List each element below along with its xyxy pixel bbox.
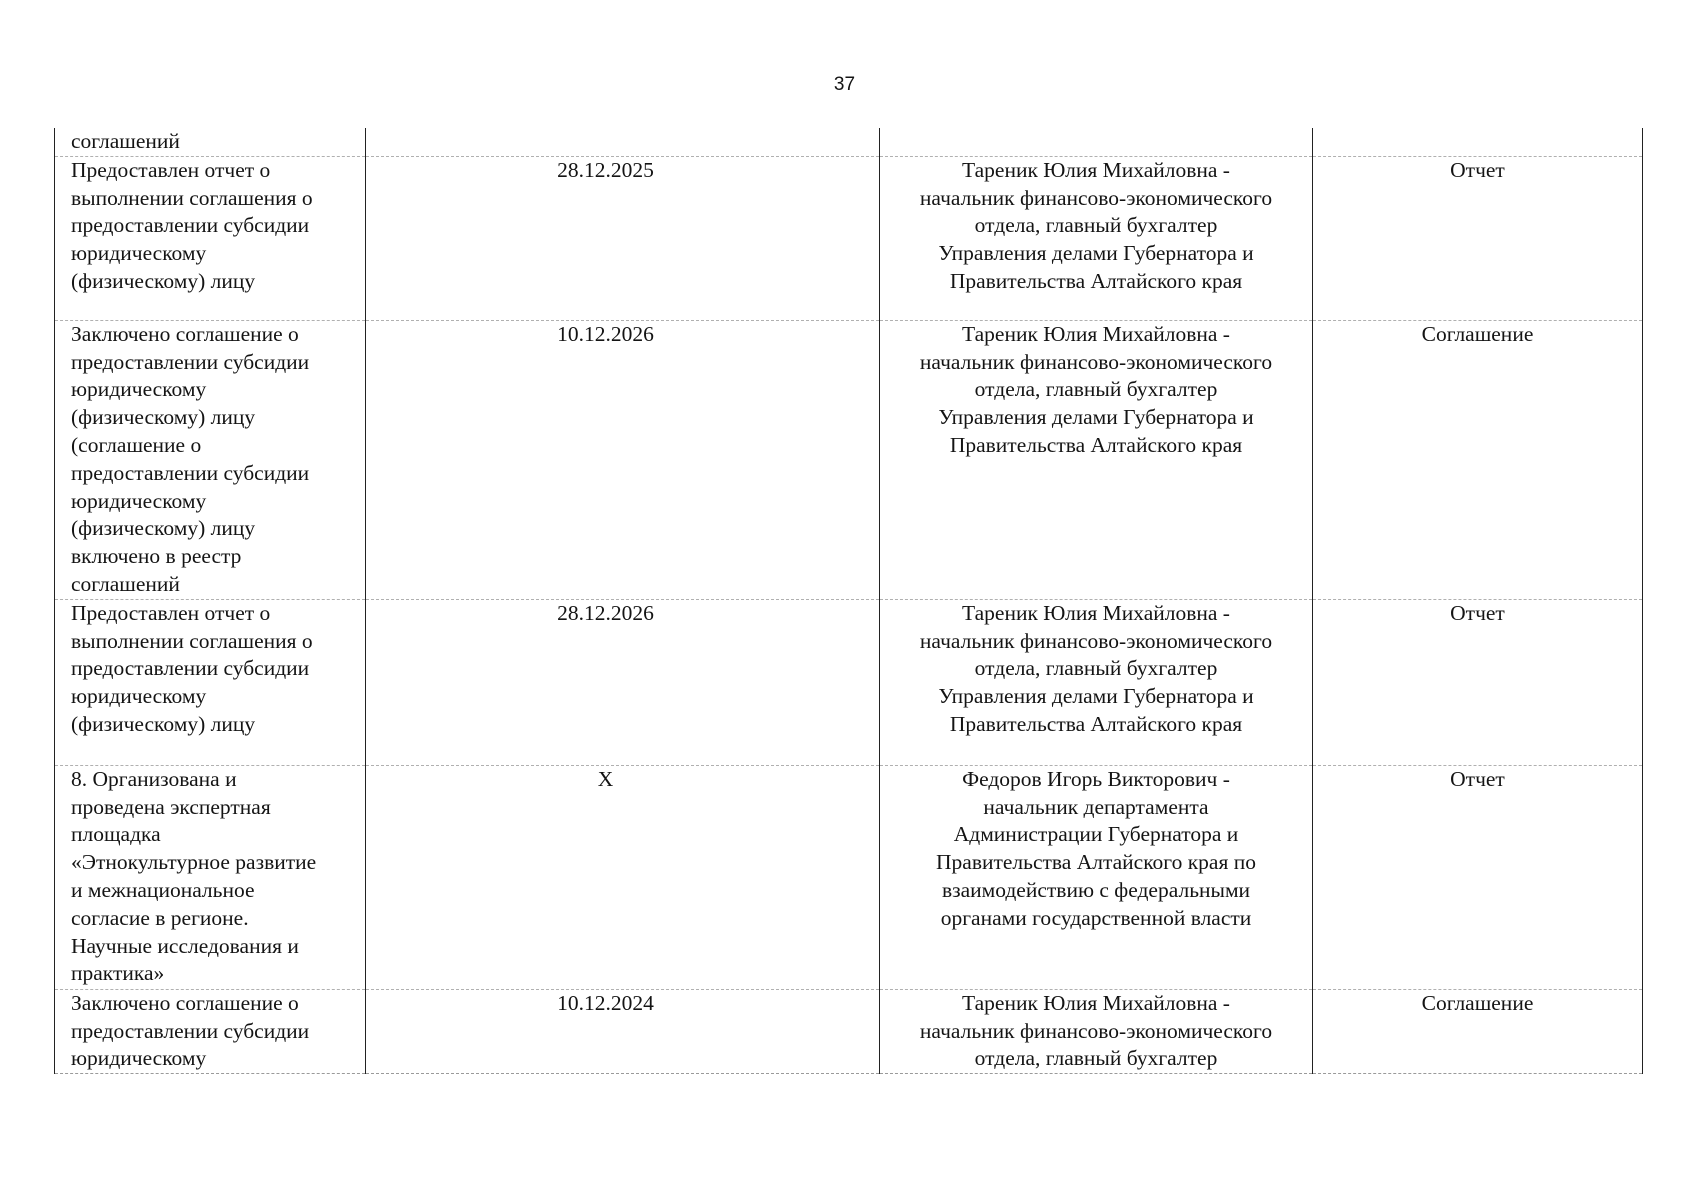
document-cell: Соглашение — [1313, 989, 1643, 1073]
responsible-cell: Тареник Юлия Михайловна - начальник финансово-экономического отдела, главный бухгалтер Управления делами Губернатора и Правительства Алтайского края — [880, 156, 1313, 320]
table-row — [55, 765, 1643, 989]
page-number: 37 — [833, 74, 856, 95]
document-cell: Отчет — [1313, 765, 1643, 989]
table-row — [55, 156, 1643, 320]
date-cell — [366, 128, 880, 156]
event-cell: 8. Организована и проведена экспертная площадка «Этнокультурное развитие и межнациональное согласие в регионе. Научные исследования и практика» — [55, 765, 366, 989]
event-cell: Предоставлен отчет о выполнении соглашения о предоставлении субсидии юридическому (физическому) лицу — [55, 156, 366, 320]
event-cell: Заключено соглашение о предоставлении субсидии юридическому — [55, 989, 366, 1073]
responsible-cell — [880, 128, 1313, 156]
responsible-cell: Тареник Юлия Михайловна - начальник финансово-экономического отдела, главный бухгалтер — [880, 989, 1313, 1073]
document-cell: Соглашение — [1313, 320, 1643, 599]
document-cell — [1313, 128, 1643, 156]
responsible-cell: Федоров Игорь Викторович - начальник департамента Администрации Губернатора и Правительства Алтайского края по взаимодействию с федеральными органами государственной власти — [880, 765, 1313, 989]
date-cell: 28.12.2025 — [366, 156, 880, 320]
date-cell: 10.12.2026 — [366, 320, 880, 599]
activities-table — [54, 128, 1643, 1074]
event-cell: Заключено соглашение о предоставлении субсидии юридическому (физическому) лицу (соглашение о предоставлении субсидии юридическому (физическому) лицу включено в реестр соглашений — [55, 320, 366, 599]
event-cell: соглашений — [55, 128, 366, 156]
date-cell: 10.12.2024 — [366, 989, 880, 1073]
document-cell: Отчет — [1313, 599, 1643, 765]
document-cell: Отчет — [1313, 156, 1643, 320]
responsible-cell: Тареник Юлия Михайловна - начальник финансово-экономического отдела, главный бухгалтер Управления делами Губернатора и Правительства Алтайского края — [880, 599, 1313, 765]
date-cell: 28.12.2026 — [366, 599, 880, 765]
responsible-cell: Тареник Юлия Михайловна - начальник финансово-экономического отдела, главный бухгалтер Управления делами Губернатора и Правительства Алтайского края — [880, 320, 1313, 599]
table-row — [55, 989, 1643, 1073]
date-cell: X — [366, 765, 880, 989]
event-cell: Предоставлен отчет о выполнении соглашения о предоставлении субсидии юридическому (физическому) лицу — [55, 599, 366, 765]
table-row — [55, 128, 1643, 156]
table-row — [55, 320, 1643, 599]
table-row — [55, 599, 1643, 765]
